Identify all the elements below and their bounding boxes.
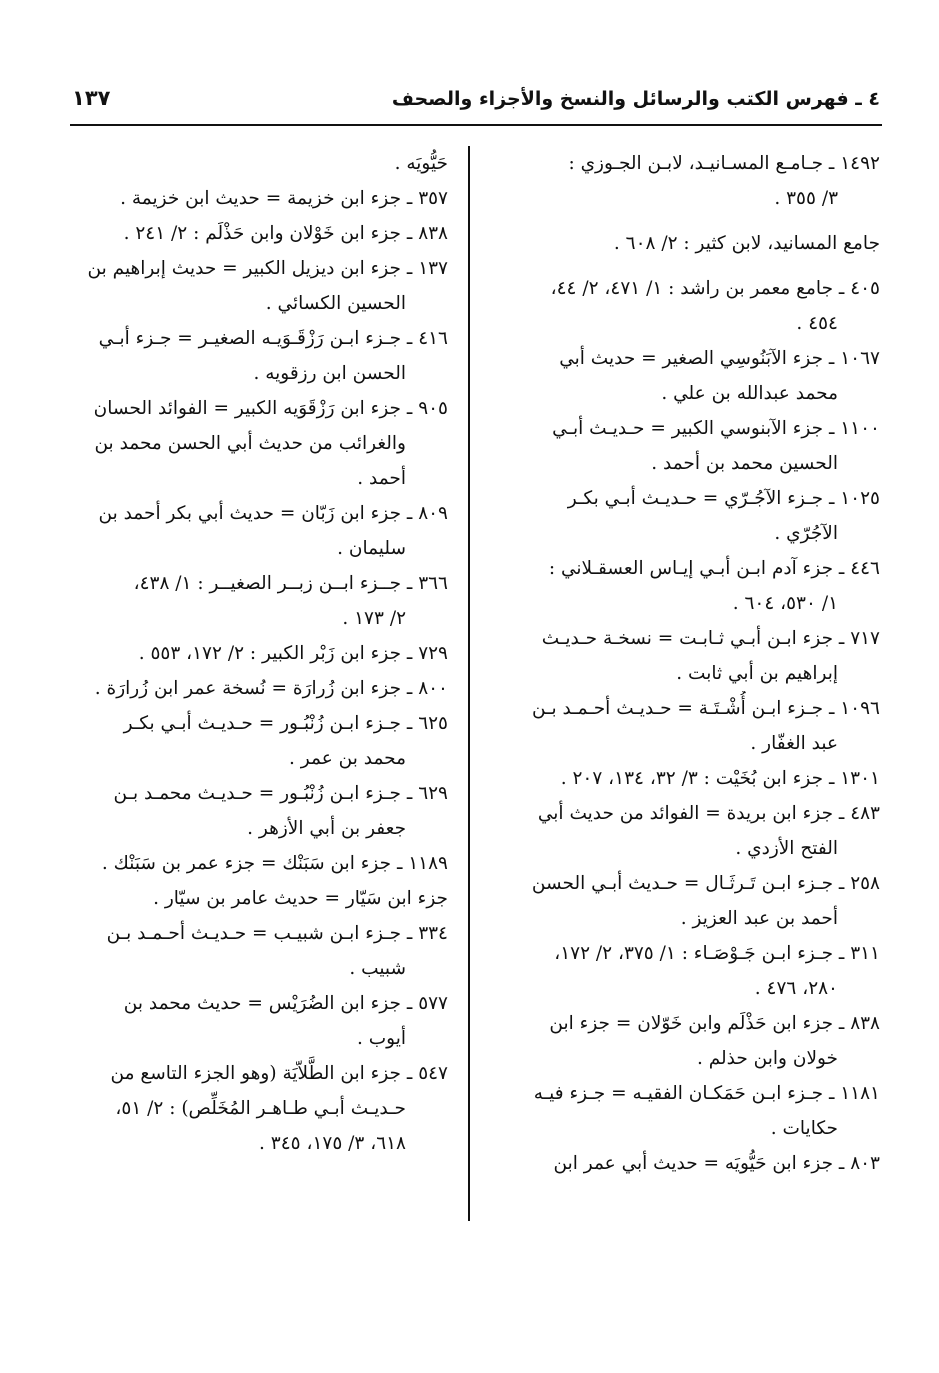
entry-line: الحسن ابن رزقويه . [253, 363, 406, 384]
entry-line: ٨٠٣ ـ جزء ابن حَيُّويَه = حديث أبي عمر ابن [553, 1153, 880, 1174]
entry-line: ٣١١ ـ جـزء ابـن جَـوْصَـاء : ١/ ٣٧٥، ٢/ ١٧٢، [554, 943, 880, 964]
page-header [72, 84, 880, 122]
entry-line: ١٠٦٧ ـ جزء الآبَنُوسِي الصغير = حديث أبي [559, 348, 880, 369]
index-entry [64, 566, 448, 636]
index-entry [494, 341, 880, 411]
entry-line: ١٠٩٦ ـ جـزء ابـن أُشْـتَـة = حـديـث أحـمـد بـن [531, 698, 880, 719]
index-entry [64, 881, 448, 916]
entry-line: ٧١٧ ـ جزء ابـن أبـي ثـابـت = نسخـة حـديـث [541, 628, 880, 649]
entry-line: ٦١٨، ٣/ ١٧٥، ٣٤٥ . [259, 1133, 406, 1154]
entry-line: شبيب . [349, 958, 406, 979]
index-entry [64, 846, 448, 881]
entry-line: ١١٨٩ ـ جزء ابن سَبَنْك = جزء عمر بن سَبَنْك . [101, 853, 448, 874]
entry-line: أيوب . [356, 1028, 406, 1049]
entry-line: ٨٠٩ ـ جزء ابن زَبّان = حديث أبي بكر أحمد بن [98, 503, 448, 524]
header-rule [70, 124, 882, 126]
index-entry [64, 1056, 448, 1161]
index-entry [494, 1076, 880, 1146]
entry-line: ١٠٢٥ ـ جـزء الآجُـرّي = حـديـث أبـي بكـر [567, 488, 880, 509]
entry-line: ٨٠٠ ـ جزء ابن زُرارَة = نُسخة عمر ابن زُرارَة . [94, 678, 448, 699]
entry-line: ١٤٩٢ ـ جـامـع المسـانيـد، لابـن الجـوزي : [568, 153, 880, 174]
entry-line: أحمد بن عبد العزيز . [680, 908, 838, 929]
entry-line: ١١٠٠ ـ جزء الآبنوسي الكبير = حـديـث أبـي [552, 418, 880, 439]
entry-line: محمد عبدالله بن علي . [661, 383, 838, 404]
entry-line: ١٣٧ ـ جزء ابن ديزيل الكبير = حديث إبراهيم بن [87, 258, 448, 279]
index-entry [64, 636, 448, 671]
index-entry [64, 706, 448, 776]
entry-line: خولان وابن حذلم . [696, 1048, 838, 1069]
entry-line: ١٣٠١ ـ جزء ابن بُخَيْت : ٣/ ٣٢، ١٣٤، ٢٠٧ . [560, 768, 880, 789]
index-entry [494, 761, 880, 796]
index-entry [64, 146, 448, 181]
index-entry [494, 691, 880, 761]
index-entry [494, 226, 880, 261]
index-entry [494, 621, 880, 691]
index-entry [494, 1146, 880, 1181]
entry-line: ٤٠٥ ـ جامع معمر بن راشد : ١/ ٤٧١، ٢/ ٤٤، [550, 278, 880, 299]
index-entry [64, 216, 448, 251]
entry-line: جامع المسانيد، لابن كثير : ٢/ ٦٠٨ . [613, 233, 880, 254]
right-column [494, 146, 880, 1181]
entry-line: ٣٥٧ ـ جزء ابن خزيمة = حديث ابن خزيمة . [120, 188, 448, 209]
entry-line: ٢٨٠، ٤٧٦ . [754, 978, 838, 999]
index-entry [64, 391, 448, 496]
entry-line: ٨٣٨ ـ جزء ابن خَوْلان وابن حَذْلَم : ٢/ ٢٤١ . [123, 223, 448, 244]
entry-line: عبد الغفّار . [750, 733, 838, 754]
left-column [64, 146, 448, 1161]
entry-line: ٤٨٣ ـ جزء ابن بريدة = الفوائد من حديث أبي [537, 803, 880, 824]
entry-line: ٤٥٤ . [796, 313, 838, 334]
index-entry [494, 271, 880, 341]
entry-line: ٩٠٥ ـ جزء ابن رَزْقَوَيه الكبير = الفوائد الحسان [93, 398, 448, 419]
entry-line: سليمان . [337, 538, 406, 559]
index-entry [494, 551, 880, 621]
index-entry [64, 181, 448, 216]
index-entry [64, 496, 448, 566]
entry-line: محمد بن عمر . [289, 748, 406, 769]
entry-line: ٦٢٩ ـ جـزء ابـن زُنْبُـور = حـديـث محمـد بـن [113, 783, 448, 804]
entry-line: ٦٢٥ ـ جـزء ابـن زُنْبُـور = حـديـث أبـي بكـر [123, 713, 448, 734]
entry-line: ٢٥٨ ـ جـزء ابـن تَـرثَـال = حـديث أبـي الحسن [531, 873, 880, 894]
index-entry [64, 321, 448, 391]
entry-line: جزء ابن سَيّار = حديث عامر بن سيّار . [153, 888, 448, 909]
entry-line: ٣/ ٣٥٥ . [774, 188, 838, 209]
entry-line: ١١٨١ ـ جـزء ابـن حَمَكـان الفقيـه = جـزء فيـه [533, 1083, 880, 1104]
entry-line: ٤١٦ ـ جـزء ابـن رَزْقَـوَيـه الصغيـر = جـزء أبـي [98, 328, 448, 349]
entry-line: ٧٢٩ ـ جزء ابن زَبْر الكبير : ٢/ ١٧٢، ٥٥٣ . [138, 643, 448, 664]
entry-line: الحسين محمد بن أحمد . [651, 453, 838, 474]
entry-line: ٣٦٦ ـ جــزء ابــن زبــر الصغيــر : ١/ ٤٣٨، [133, 573, 448, 594]
index-entry [64, 671, 448, 706]
index-entry [494, 411, 880, 481]
entry-line: إبراهيم بن أبي ثابت . [676, 663, 838, 684]
index-entry [64, 916, 448, 986]
entry-line: ٨٣٨ ـ جزء ابن حَذْلَم وابن خَوّلان = جزء ابن [549, 1013, 880, 1034]
index-entry [494, 481, 880, 551]
entry-line: ٢/ ١٧٣ . [342, 608, 406, 629]
entry-line: ١/ ٥٣٠، ٦٠٤ . [732, 593, 838, 614]
index-entry [64, 251, 448, 321]
index-entry [494, 796, 880, 866]
index-entry [64, 776, 448, 846]
index-entry [494, 866, 880, 936]
entry-line: الحسين الكسائي . [265, 293, 406, 314]
entry-line: ٥٧٧ ـ جزء ابن الضُرَيْس = حديث محمد بن [123, 993, 448, 1014]
entry-line: أحمد . [357, 468, 406, 489]
entry-line: والغرائب من حديث أبي الحسن محمد بن [94, 433, 406, 454]
entry-line: الفتح الأزدي . [735, 838, 838, 859]
entry-line: الآجُرّي . [774, 523, 838, 544]
page-number: ١٣٧ [72, 86, 111, 110]
entry-line: جعفر بن أبي الأزهر . [247, 818, 406, 839]
index-entry [494, 1006, 880, 1076]
column-divider [468, 146, 470, 1221]
index-entry [494, 146, 880, 216]
entry-line: ٣٣٤ ـ جـزء ابـن شبيـب = حـديـث أحـمـد بـن [106, 923, 448, 944]
entry-line: حكايات . [770, 1118, 838, 1139]
entry-line: ٥٤٧ ـ جزء ابن الطَّلاّيَة (وهو الجزء التاسع من [110, 1063, 448, 1084]
index-entry [494, 936, 880, 1006]
entry-line: حـديـث أبـي طـاهـر المُخَلِّص) : ٢/ ٥١، [115, 1098, 406, 1119]
entry-line: ٤٤٦ ـ جزء آدم ابـن أبـي إيـاس العسقـلاني : [548, 558, 880, 579]
index-entry [64, 986, 448, 1056]
entry-line: حَيُّويَه . [394, 153, 448, 174]
running-title: ٤ ـ فهرس الكتب والرسائل والنسخ والأجزاء والصحف [391, 88, 880, 110]
